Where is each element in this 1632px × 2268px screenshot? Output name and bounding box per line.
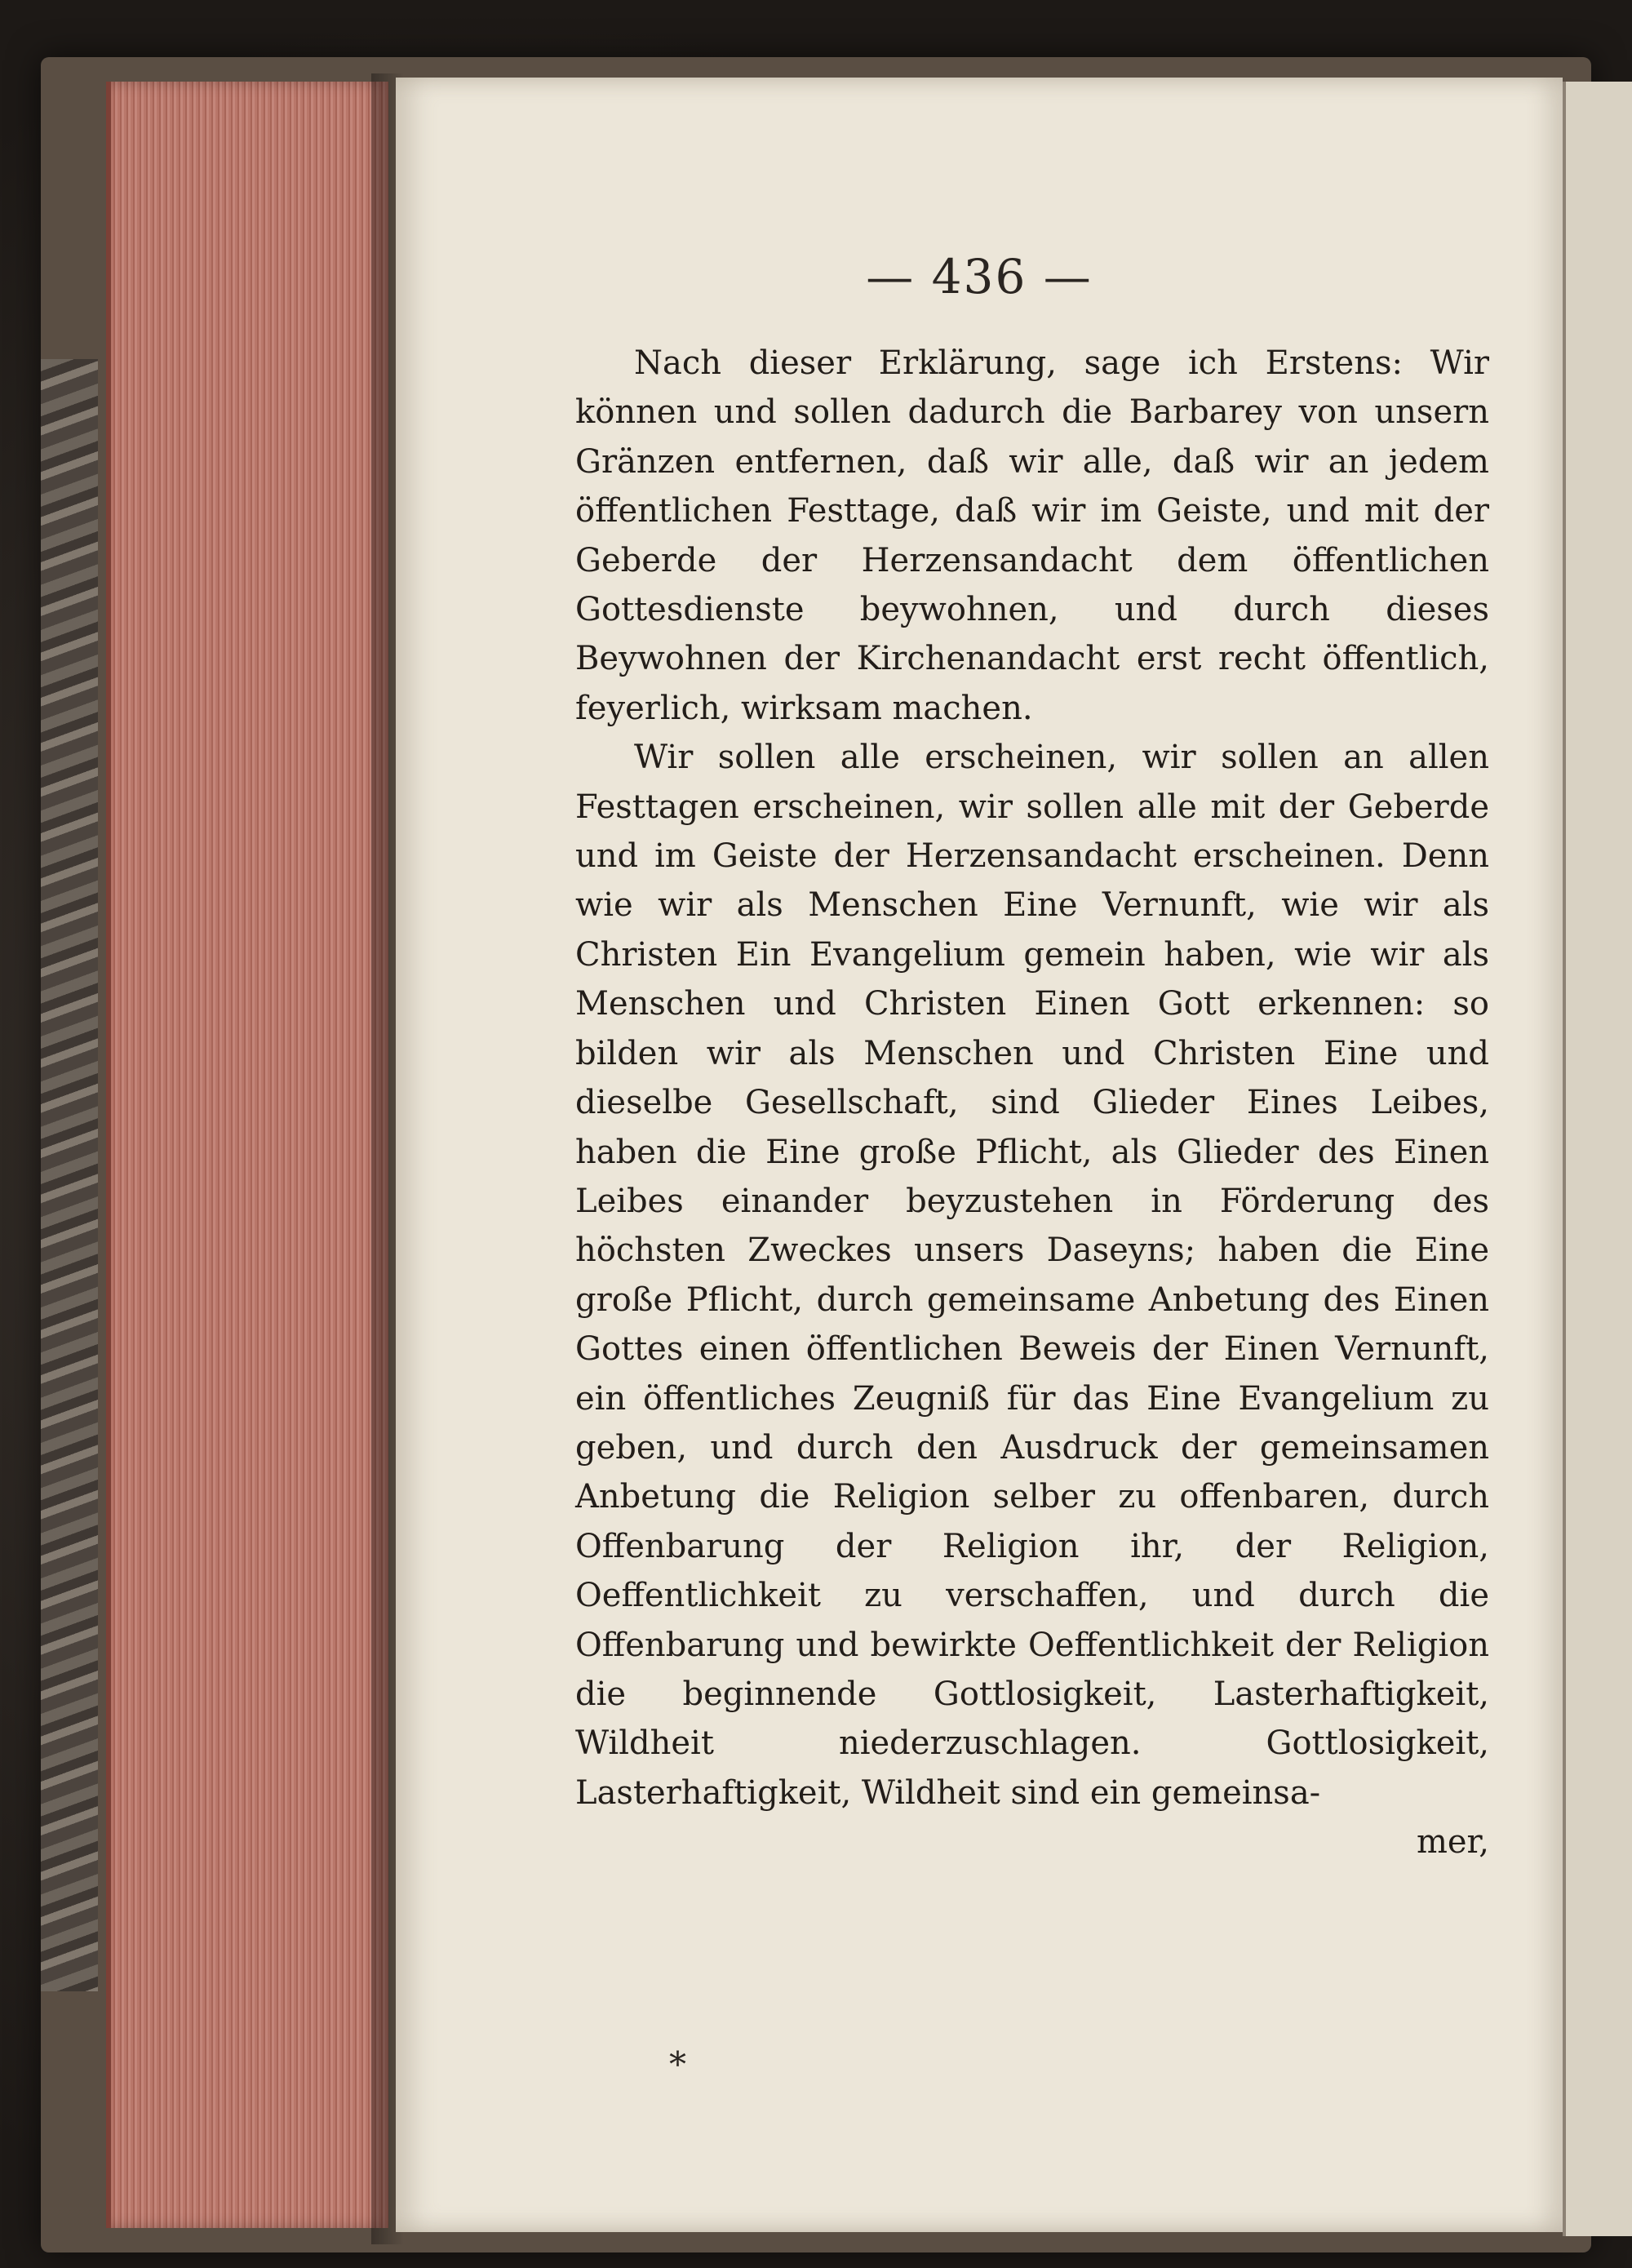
paragraph-2: Wir sollen alle erscheinen, wir sollen an allen Festtagen erscheinen, wir sollen alle mit der Geberde und im Geiste der Herzensandacht erscheinen. Denn wie wir als Menschen Eine Vernunft, wie wir als Christen Ein Evangelium gemein haben, wie wir als Menschen und Christen Einen Gott erkennen: so bilden wir als Menschen und Christen Eine und dieselbe Gesellschaft, sind Glieder Eines Leibes, haben die Eine große Pflicht, als Glieder des Einen Leibes einander beyzustehen in Förderung des höchsten Zweckes unsers Daseyns; haben die Eine große Pflicht, durch gemeinsame Anbetung des Einen Gottes einen öffentlichen Beweis der Einen Vernunft, ein öffentliches Zeugniß für das Eine Evangelium zu geben, und durch den Ausdruck der gemeinsamen Anbetung die Religion selber zu offenbaren, durch Offenbarung der Religion ihr, der Religion, Oeffentlichkeit zu verschaffen, und durch die Offenbarung und bewirkte Oeffentlichkeit der Religion die beginnende Gottlosigkeit, Lasterhaftigkeit, Wildheit niederzuschlagen. Gottlosigkeit, Lasterhaftigkeit, Wildheit sind ein gemeinsa- <box>575 739 1489 1812</box>
facing-page-edge <box>1563 82 1632 2236</box>
signature-mark: * <box>669 2044 686 2084</box>
paragraph-1: Nach dieser Erklärung, sage ich Erstens: Wir können und sollen dadurch die Barbarey von unsern Gränzen entfernen, daß wir alle, daß wir an jedem öffentlichen Festtage, daß wir im Geiste, und mit der Geberde der Herzensandacht dem öffentlichen Gottesdienste beywohnen, und durch dieses Beywohnen der Kirchenandacht erst recht öffentlich, feyerlich, wirksam machen. <box>575 344 1489 727</box>
page-number: — 436 — <box>866 249 1093 304</box>
catchword: mer, <box>1416 1823 1489 1862</box>
book-page <box>396 78 1563 2232</box>
marbled-cover-edge <box>41 359 98 1991</box>
page-block-edges <box>106 82 388 2228</box>
page-body <box>575 339 1489 1867</box>
